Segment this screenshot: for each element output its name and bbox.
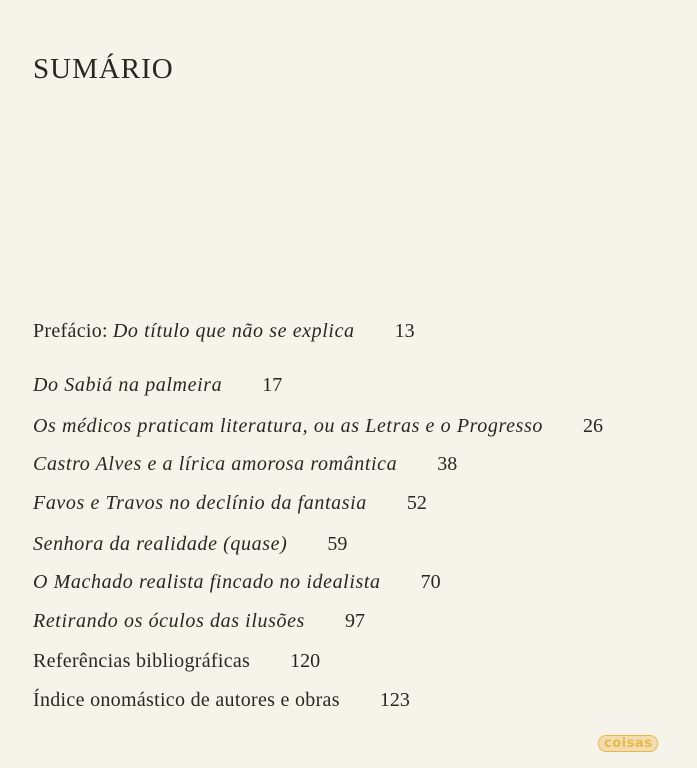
toc-entry-title: Favos e Travos no declínio da fantasia: [33, 492, 367, 514]
toc-entry-page-number: 38: [437, 453, 458, 475]
page-title: SUMÁRIO: [33, 53, 174, 86]
toc-entry-title: O Machado realista fincado no idealista: [33, 571, 381, 593]
toc-entry-preface: [33, 318, 415, 344]
toc-entry-title: Os médicos praticam literatura, ou as Letras e o Progresso: [33, 415, 543, 437]
toc-entry-title: Do Sabiá na palmeira: [33, 374, 223, 396]
preface-label: Prefácio:: [33, 320, 108, 342]
toc-entry: [33, 451, 457, 477]
toc-entry-title: Retirando os óculos das ilusões: [33, 610, 305, 632]
toc-entry: [33, 608, 365, 634]
toc-entry-page-number: 123: [379, 689, 410, 711]
toc-entry: [33, 531, 347, 557]
toc-entry-page-number: 52: [406, 492, 427, 514]
toc-entry: [33, 490, 427, 516]
toc-entry: [33, 372, 282, 398]
toc-entry-title: Castro Alves e a lírica amorosa romântica: [33, 453, 398, 475]
site-watermark: coisas: [598, 735, 658, 752]
toc-entry: [33, 687, 410, 713]
toc-entry-title: Referências bibliográficas: [33, 650, 251, 672]
toc-entry-title: Senhora da realidade (quase): [33, 533, 288, 555]
toc-entry-page-number: 26: [582, 415, 603, 437]
toc-entry-page-number: 17: [262, 374, 283, 396]
toc-entry-title: Índice onomástico de autores e obras: [33, 689, 340, 711]
toc-entry: [33, 569, 441, 595]
toc-entry-page-number: 59: [327, 533, 348, 555]
toc-entry: [33, 648, 320, 674]
toc-entry-page-number: 120: [290, 650, 321, 672]
toc-entry-page-number: 97: [344, 610, 365, 632]
toc-entry-page-number: 70: [420, 571, 441, 593]
toc-entry: [33, 413, 603, 439]
preface-title: Do título que não se explica: [112, 320, 355, 342]
preface-page-number: 13: [394, 320, 415, 342]
